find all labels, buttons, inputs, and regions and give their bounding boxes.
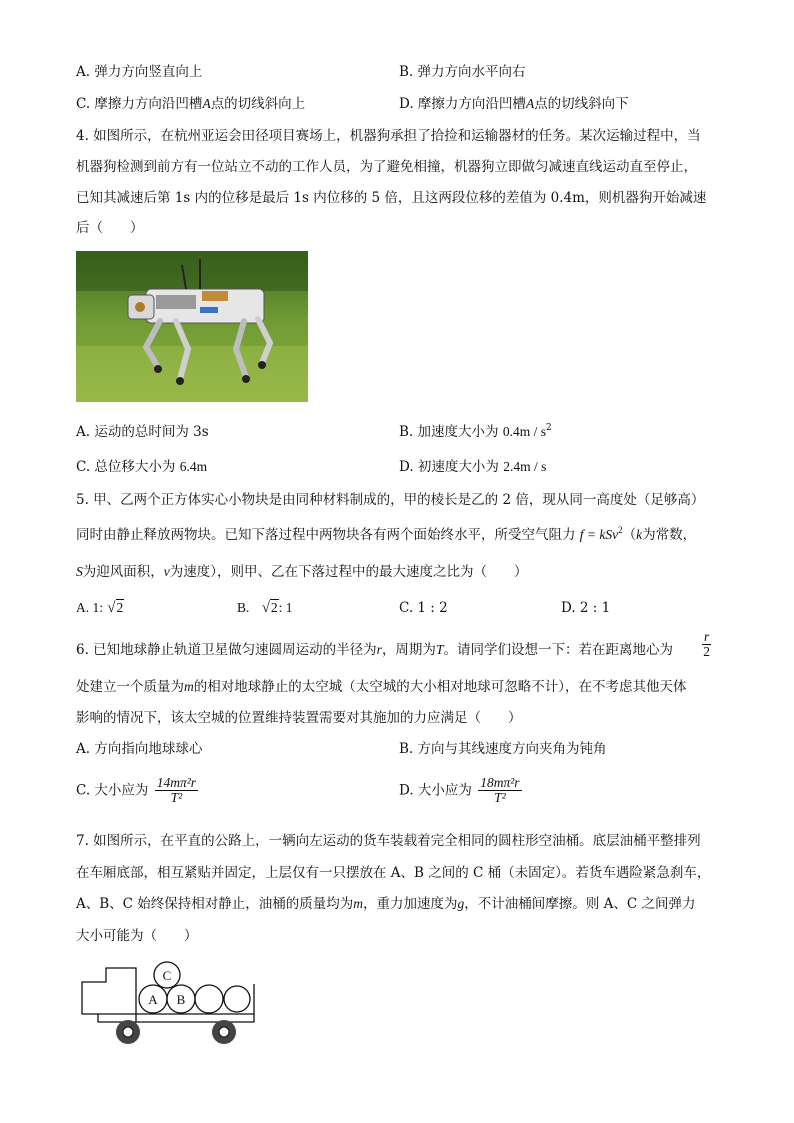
label-a: A <box>148 992 158 1007</box>
q6-fraction-r-over-2: $\frac{r}{2}$ <box>703 629 710 659</box>
q3-option-a: A. 弹力方向竖直向上 <box>76 64 203 80</box>
q4-option-b: B. 加速度大小为 $0.4m / s^2$ <box>399 423 552 440</box>
q6-option-c-fraction: $\frac{\text{14mπ²r}}{\text{T²}}$ <box>156 775 197 805</box>
q7-stem-line2: 在车厢底部，相互紧贴并固定，上层仅有一只摆放在 A、B 之间的 C 桶（未固定）。若货车遇险紧急刹车， <box>76 865 711 881</box>
q6-option-b: B. 方向与其线速度方向夹角为钝角 <box>399 741 607 757</box>
q4-stem-line4: 后（ ） <box>76 220 144 236</box>
q3-option-b: B. 弹力方向水平向右 <box>399 64 526 80</box>
q3-option-d: D. 摩擦力方向沿凹槽A点的切线斜向下 <box>399 96 629 112</box>
q3-option-c: C. 摩擦力方向沿凹槽A点的切线斜向上 <box>76 96 306 112</box>
q4-stem-line3: 已知其减速后第 1s 内的位移是最后 1s 内位移的 5 倍，且这两段位移的差值为 0.4m，则机器狗开始减速 <box>76 190 707 206</box>
q6-option-c: C. 大小应为 $\frac{\text{14mπ²r}}{\text{T²}}$ <box>76 775 197 805</box>
q6-option-d: D. 大小应为 $\frac{\text{18mπ²r}}{\text{T²}}$ <box>399 775 520 805</box>
q5-stem-line3: S为迎风面积，v为速度），则甲、乙在下落过程中的最大速度之比为（ ） <box>76 564 528 580</box>
q5-stem-line2: 同时由静止释放两物块。已知下落过程中两物块各有两个面始终水平，所受空气阻力 f = kSv$^2$（k为常数， <box>76 525 697 543</box>
q4-option-a: A. 运动的总时间为 3s <box>76 424 209 440</box>
q5-option-b: B. √2: 1 <box>237 600 293 616</box>
q7-stem-line1: 7. 如图所示，在平直的公路上，一辆向左运动的货车装载着完全相同的圆柱形空油桶。底层油桶平整排列 <box>76 833 701 849</box>
truck-cab <box>82 968 136 1014</box>
drum-bottom-3 <box>195 985 223 1013</box>
q5-option-a: A. 1: √2 <box>76 600 124 616</box>
q5-stem-line1: 5. 甲、乙两个正方体实心小物块是由同种材料制成的，甲的棱长是乙的 2 倍，现从同一高度处（足够高） <box>76 492 705 508</box>
label-c: C <box>162 968 172 983</box>
robot-dog-photo <box>76 251 308 402</box>
truck-wheels <box>116 1020 236 1044</box>
q4-stem-line2: 机器狗检测到前方有一位站立不动的工作人员，为了避免相撞，机器狗立即做匀减速直线运动直至停止， <box>76 159 697 175</box>
drum-bottom-4 <box>224 986 250 1012</box>
q7-stem-line3: A、B、C 始终保持相对静止，油桶的质量均为m，重力加速度为g，不计油桶间摩擦。则 A、C 之间弹力 <box>76 896 696 912</box>
label-b: B <box>176 992 186 1007</box>
q6-stem-line2: 处建立一个质量为m的相对地球静止的太空城（太空城的大小相对地球可忽略不计），在不考虑其他天体 <box>76 679 687 695</box>
q7-stem-line4: 大小可能为（ ） <box>76 928 198 944</box>
q6-stem-line1: 6. 已知地球静止轨道卫星做匀速圆周运动的半径为r，周期为T。请同学们设想一下：若在距离地心为 <box>76 642 673 658</box>
q4-stem-line1: 4. 如图所示，在杭州亚运会田径项目赛场上，机器狗承担了拾捡和运输器材的任务。某次运输过程中，当 <box>76 128 701 144</box>
q5-option-d: D. 2 : 1 <box>561 600 611 616</box>
q6-option-a: A. 方向指向地球球心 <box>76 741 203 757</box>
truck-diagram <box>78 960 268 1050</box>
q6-stem-line3: 影响的情况下，该太空城的位置维持装置需要对其施加的力应满足（ ） <box>76 710 522 726</box>
q6-option-d-fraction: $\frac{\text{18mπ²r}}{\text{T²}}$ <box>480 775 520 805</box>
q4-option-d: D. 初速度大小为 2.4m / s <box>399 459 547 475</box>
q5-option-c: C. 1 : 2 <box>399 600 448 616</box>
q4-option-c: C. 总位移大小为 6.4m <box>76 459 208 475</box>
